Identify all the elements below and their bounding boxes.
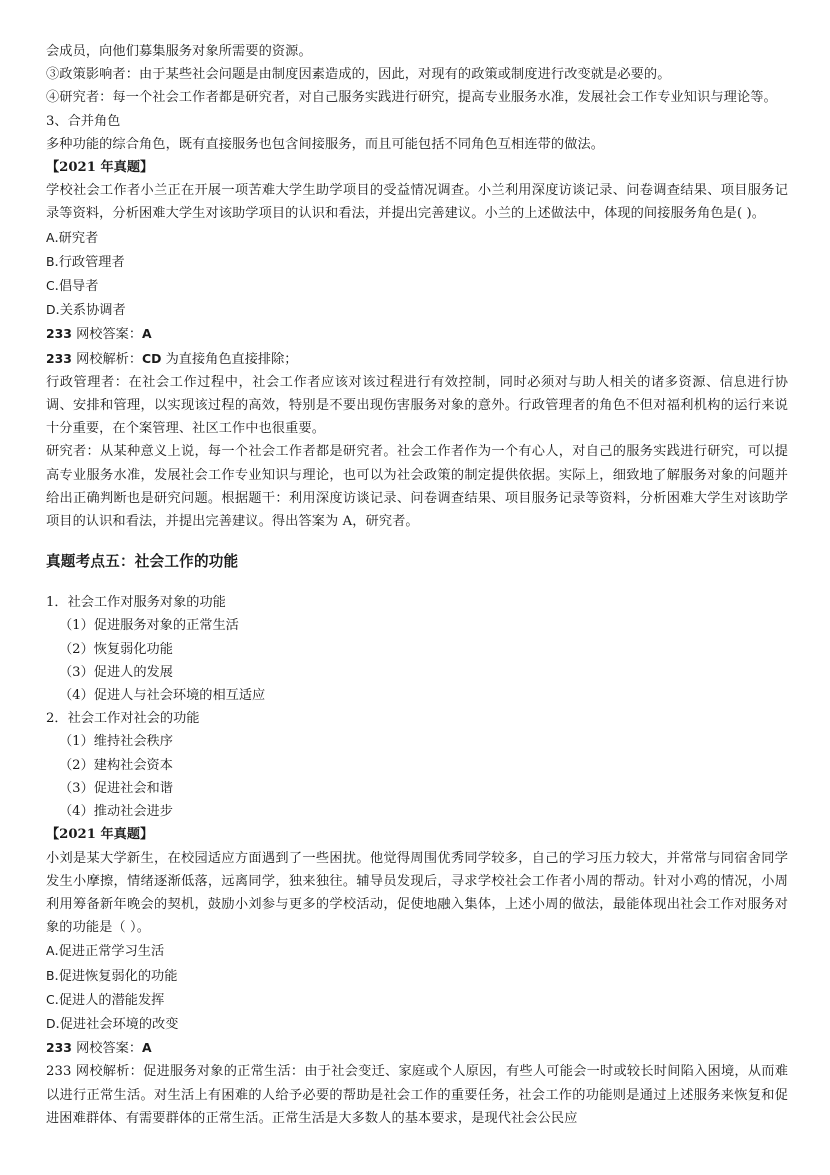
option-d — [46, 1012, 788, 1036]
list-item: 3、合并角色 — [46, 113, 121, 129]
answer-label: 网校答案： — [71, 327, 143, 343]
option-text: .行政管理者 — [54, 254, 125, 270]
answer-line — [46, 322, 788, 346]
list-item: 2．社会工作对社会的功能 — [46, 711, 200, 727]
spacer — [46, 533, 788, 550]
option-c — [46, 274, 788, 298]
spacer — [46, 573, 788, 591]
paragraph-text: 会成员，向他们募集服务对象所需要的资源。 — [46, 44, 312, 59]
list-item: （2）建构社会资本 — [59, 757, 173, 773]
exam-year-tag: 【2021 年真题】 — [46, 827, 154, 843]
paragraph-text: 多种功能的综合角色，既有直接服务也包含间接服务，而且可能包括不同角色互相连带的做法。 — [46, 136, 605, 152]
explanation-paragraph: 行政管理者：在社会工作过程中，社会工作者应该对该过程进行有效控制，同时必须对与助人相关的诸多资源、信息进行协调、安排和管理，以实现该过程的高效，特别是不要出现伤害服务对象的意外。行政管理者的角色不但对福利机构的运行来说十分重要，在个案管理、社区工作中也很重要。 — [46, 374, 788, 437]
option-c — [46, 988, 788, 1012]
explanation-text: 网校解析：促进服务对象的正常生活：由于社会变迁、家庭或个人原因，有些人可能会一时或较长时间陷入困境，从而难以进行正常生活。对生活上有困难的人给予必要的帮助是社会工作的重要任务，社会工作的功能则是通过上述服务来恢复和促进困难群体、有需要群体的正常生活。正常生活是大多数人的基本要求，是现代社会公民应 — [46, 1064, 788, 1126]
option-letter: B — [46, 967, 55, 983]
option-text: .促进恢复弱化的功能 — [54, 968, 178, 984]
paragraph-text: ③政策影响者：由于某些社会问题是由制度因素造成的，因此，对现有的政策或制度进行改变就是必要的。 — [46, 67, 671, 83]
option-text: .倡导者 — [54, 279, 99, 295]
option-letter: C — [46, 278, 55, 294]
list-item: （2）恢复弱化功能 — [59, 641, 173, 657]
list-item: 1．社会工作对服务对象的功能 — [46, 595, 226, 611]
excluded-options: CD — [142, 350, 162, 366]
question-stem: 小刘是某大学新生，在校园适应方面遇到了一些困扰。他觉得周围优秀同学较多，自己的学习压力较大，并常常与同宿舍同学发生小摩擦，情绪逐渐低落，远离同学，独来独往。辅导员发现后，寻求学校社会工作者小周的帮动。针对小鸡的情况，小周利用筹备新年晚会的契机，鼓励小刘参与更多的学校活动，促使地融入集体，上述小周的做法，最能体现出社会工作对服务对象的功能是（ ）。 — [46, 850, 788, 936]
explanation-label: 网校解析： — [71, 351, 143, 367]
list-item: （3）促进人的发展 — [59, 664, 173, 680]
list-item: （4）推动社会进步 — [59, 804, 173, 820]
list-item: （4）促进人与社会环境的相互适应 — [59, 688, 266, 704]
option-text: .促进正常学习生活 — [54, 944, 165, 960]
brand-number: 233 — [46, 1040, 72, 1056]
brand-number: 233 — [46, 350, 72, 366]
explanation-line — [46, 347, 788, 371]
option-letter: C — [46, 991, 55, 1007]
list-item: （1）促进服务对象的正常生活 — [59, 618, 239, 634]
answer-line — [46, 1036, 788, 1060]
explanation-paragraph — [46, 1060, 788, 1130]
list-item: （1）维持社会秩序 — [59, 734, 173, 750]
explanation-tail: 为直接角色直接排除； — [161, 351, 298, 367]
option-text: .关系协调者 — [55, 303, 126, 319]
option-letter: D — [46, 1015, 56, 1031]
page-content — [46, 40, 788, 1130]
option-text: .促进人的潜能发挥 — [54, 992, 165, 1008]
list-item: （3）促进社会和谐 — [59, 780, 173, 796]
option-a — [46, 226, 788, 250]
option-b — [46, 250, 788, 274]
paragraph-text: ④研究者：每一个社会工作者都是研究者，对自己服务实践进行研究，提高专业服务水准，发展社会工作专业知识与理论等。 — [46, 90, 777, 106]
answer-value: A — [142, 1040, 152, 1056]
answer-label: 网校答案： — [71, 1041, 143, 1057]
option-letter: A — [46, 943, 55, 959]
question-stem: 学校社会工作者小兰正在开展一项苦难大学生助学项目的受益情况调查。小兰利用深度访谈记录、问卷调查结果、项目服务记录等资料，分析困难大学生对该助学项目的认识和看法，并提出完善建议。小兰的上述做法中，体现的间接服务角色是( )。 — [46, 183, 788, 222]
option-letter: B — [46, 253, 55, 269]
brand-number: 233 — [46, 1064, 72, 1080]
option-text: .促进社会环境的改变 — [55, 1016, 179, 1032]
option-text: .研究者 — [54, 230, 99, 246]
option-letter: A — [46, 229, 55, 245]
option-d — [46, 298, 788, 322]
section-heading: 真题考点五：社会工作的功能 — [46, 553, 239, 571]
exam-year-tag: 【2021 年真题】 — [46, 160, 154, 176]
option-b — [46, 964, 788, 988]
option-a — [46, 939, 788, 963]
explanation-paragraph: 研究者：从某种意义上说，每一个社会工作者都是研究者。社会工作者作为一个有心人，对自己的服务实践进行研究，可以提高专业服务水准，发展社会工作专业知识与理论，也可以为社会政策的制定提供依据。实际上，细致地了解服务对象的问题并给出正确判断也是研究问题。根据题干：利用深度访谈记录、问卷调查结果、项目服务记录等资料，分析困难大学生对该助学项目的认识和看法，并提出完善建议。得出答案为 A，研究者。 — [46, 444, 788, 530]
option-letter: D — [46, 302, 56, 318]
answer-value: A — [142, 326, 152, 342]
brand-number: 233 — [46, 326, 72, 342]
